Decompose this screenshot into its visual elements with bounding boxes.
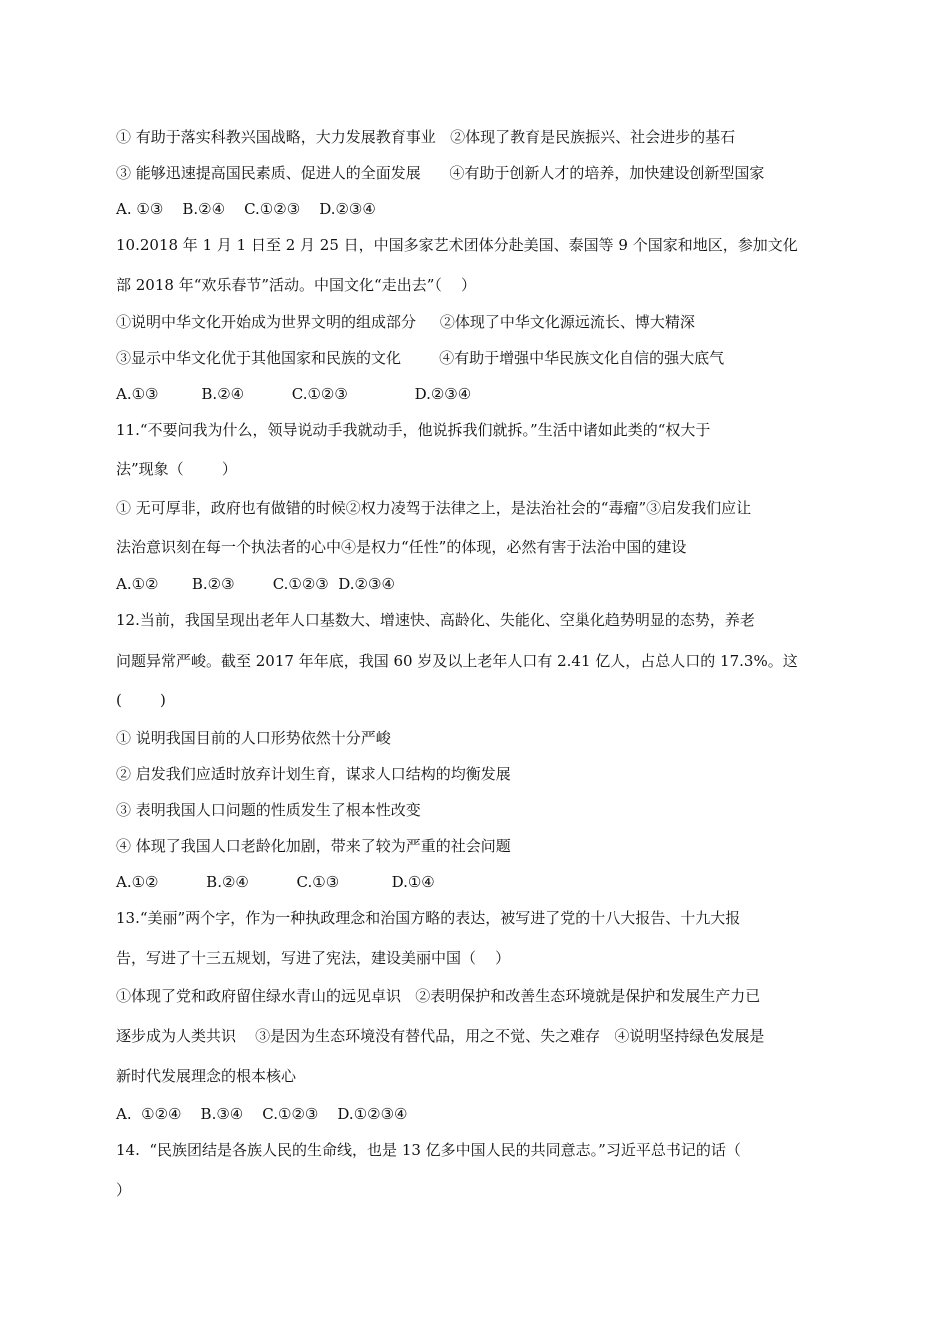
q11-options-line-1: ① 无可厚非，政府也有做错的时候②权力凌驾于法律之上，是法治社会的“毒瘤”③启发我们应让 bbox=[116, 499, 752, 517]
q10-stem-line-1: 10.2018 年 1 月 1 日至 2 月 25 日，中国多家艺术团体分赴美国、泰国等 9 个国家和地区，参加文化 bbox=[116, 236, 798, 254]
q11-stem-line-2: 法”现象（ ） bbox=[116, 460, 237, 478]
q12-option-3: ③ 表明我国人口问题的性质发生了根本性改变 bbox=[116, 801, 421, 819]
q14-stem-line-1: 14. “民族团结是各族人民的生命线，也是 13 亿多中国人民的共同意志。”习近平总书记的话（ bbox=[116, 1141, 741, 1159]
q12-option-1: ① 说明我国目前的人口形势依然十分严峻 bbox=[116, 729, 391, 747]
q13-options-line-2: 逐步成为人类共识 ③是因为生态环境没有替代品，用之不觉、失之难存 ④说明坚持绿色发展是 bbox=[116, 1027, 765, 1045]
q9-options-line-2: ③ 能够迅速提高国民素质、促进人的全面发展 ④有助于创新人才的培养，加快建设创新型国家 bbox=[116, 164, 765, 182]
q13-stem-line-1: 13.“美丽”两个字，作为一种执政理念和治国方略的表达，被写进了党的十八大报告、十九大报 bbox=[116, 909, 741, 927]
q13-answer-choices: A. ①②④ B.③④ C.①②③ D.①②③④ bbox=[116, 1105, 408, 1123]
q14-stem-line-2: ） bbox=[116, 1181, 132, 1199]
q13-options-line-3: 新时代发展理念的根本核心 bbox=[116, 1067, 297, 1085]
q10-options-line-1: ①说明中华文化开始成为世界文明的组成部分 ②体现了中华文化源远流长、博大精深 bbox=[116, 313, 695, 331]
q11-stem-line-1: 11.“不要问我为什么，领导说动手我就动手，他说拆我们就拆。”生活中诸如此类的“权大于 bbox=[116, 421, 711, 439]
q11-answer-choices: A.①② B.②③ C.①②③ D.②③④ bbox=[116, 575, 395, 593]
q10-answer-choices: A.①③ B.②④ C.①②③ D.②③④ bbox=[116, 385, 472, 403]
q11-options-line-2: 法治意识刻在每一个执法者的心中④是权力“任性”的体现，必然有害于法治中国的建设 bbox=[116, 538, 687, 556]
q12-answer-choices: A.①② B.②④ C.①③ D.①④ bbox=[116, 873, 435, 891]
q12-option-2: ② 启发我们应适时放弃计划生育，谋求人口结构的均衡发展 bbox=[116, 765, 511, 783]
q10-options-line-2: ③显示中华文化优于其他国家和民族的文化 ④有助于增强中华民族文化自信的强大底气 bbox=[116, 349, 725, 367]
q13-stem-line-2: 告，写进了十三五规划，写进了宪法，建设美丽中国（ ） bbox=[116, 949, 511, 967]
q12-option-4: ④ 体现了我国人口老龄化加剧，带来了较为严重的社会问题 bbox=[116, 837, 511, 855]
q9-answer-choices: A. ①③ B.②④ C.①②③ D.②③④ bbox=[116, 200, 376, 218]
q13-options-line-1: ①体现了党和政府留住绿水青山的远见卓识 ②表明保护和改善生态环境就是保护和发展生产力已 bbox=[116, 987, 761, 1005]
q12-stem-line-2: 问题异常严峻。截至 2017 年年底，我国 60 岁及以上老年人口有 2.41 亿人，占总人口的 17.3%。这 bbox=[116, 652, 798, 670]
q12-stem-line-1: 12.当前，我国呈现出老年人口基数大、增速快、高龄化、失能化、空巢化趋势明显的态势，养老 bbox=[116, 611, 755, 629]
q10-stem-line-2: 部 2018 年“欢乐春节”活动。中国文化“走出去”（ ） bbox=[116, 276, 476, 294]
q12-answer-blank: ( ) bbox=[116, 691, 166, 709]
q9-options-line-1: ① 有助于落实科教兴国战略，大力发展教育事业 ②体现了教育是民族振兴、社会进步的基石 bbox=[116, 128, 736, 146]
